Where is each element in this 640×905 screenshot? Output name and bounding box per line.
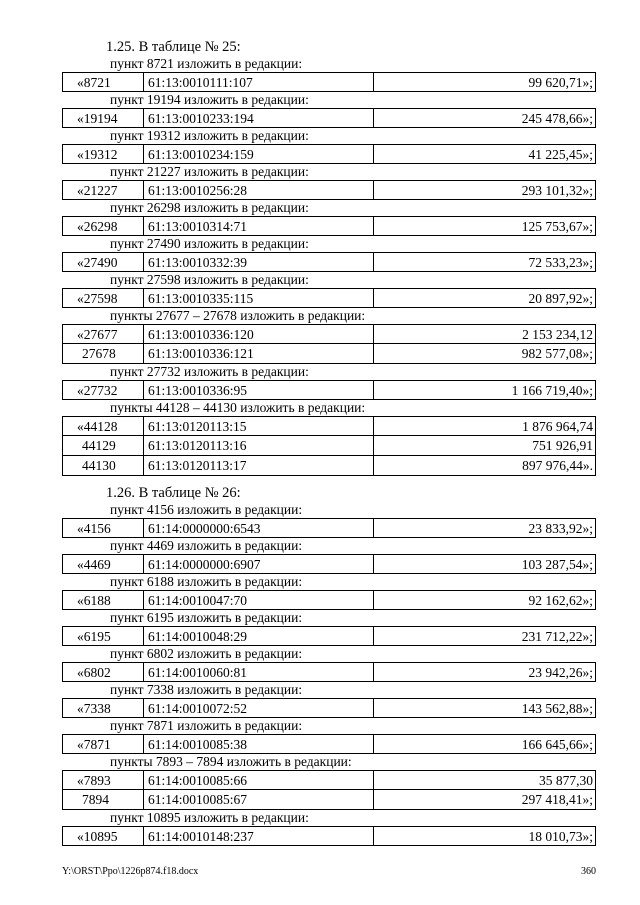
item-number-cell: 7894 [63,790,144,809]
section-heading: 1.26. В таблице № 26: [106,485,241,501]
table-row [62,456,596,476]
item-number-cell: «7871 [63,735,144,753]
amendment-instruction: пункт 7338 изложить в редакции: [110,682,303,697]
item-number-cell: «4156 [63,519,144,537]
table-row [62,380,596,400]
item-number-cell: «6195 [63,627,144,645]
cadastral-number-cell: 61:14:0010060:81 [144,663,374,681]
amendment-instruction: пункт 6188 изложить в редакции: [110,574,303,589]
cadastral-number-cell: 61:13:0010336:120 [144,325,374,343]
table-row [62,344,596,364]
value-cell: 143 562,88»; [521,701,593,716]
amendment-instruction: пункт 6802 изложить в редакции: [110,646,303,661]
amendment-instruction: пункты 27677 – 27678 изложить в редакции: [110,308,366,323]
item-number-cell: «7893 [63,771,144,789]
value-cell: 92 162,62»; [528,593,593,608]
table-row [62,436,596,456]
footer-file-path: Y:\ORST\Ppo\1226p874.f18.docx [62,866,199,877]
table-row [62,554,596,574]
value-cell: 72 533,23»; [528,255,593,270]
cadastral-number-cell: 61:13:0010335:115 [144,289,374,307]
cadastral-number-cell: 61:13:0120113:15 [144,417,374,435]
table-row [62,518,596,538]
value-cell: 982 577,08»; [521,346,593,361]
amendment-instruction: пункт 4156 изложить в редакции: [110,502,303,517]
value-cell: 18 010,73»; [528,829,593,844]
amendment-instruction: пункт 19312 изложить в редакции: [110,128,309,143]
value-cell: 166 645,66»; [521,737,593,752]
table-row [62,324,596,344]
footer-page-number: 360 [581,866,596,877]
cadastral-number-cell: 61:13:0010256:28 [144,181,374,199]
cadastral-number-cell: 61:14:0000000:6907 [144,555,374,573]
item-number-cell: «19312 [63,145,144,163]
cadastral-number-cell: 61:13:0010111:107 [144,73,374,91]
value-cell: 1 876 964,74 [522,419,593,434]
value-cell: 99 620,71»; [528,75,593,90]
amendment-instruction: пункт 27732 изложить в редакции: [110,364,309,379]
cadastral-number-cell: 61:14:0010048:29 [144,627,374,645]
table-row [62,590,596,610]
amendment-instruction: пункт 27598 изложить в редакции: [110,272,309,287]
table-row [62,252,596,272]
item-number-cell: «4469 [63,555,144,573]
cadastral-number-cell: 61:13:0120113:16 [144,436,374,455]
value-cell: 35 877,30 [539,773,593,788]
item-number-cell: «7338 [63,699,144,717]
cadastral-number-cell: 61:13:0010336:121 [144,344,374,363]
table-row [62,734,596,754]
amendment-instruction: пункт 21227 изложить в редакции: [110,164,309,179]
value-cell: 1 166 719,40»; [511,383,593,398]
section-table-25 [62,38,596,476]
table-row [62,626,596,646]
amendment-instruction: пункт 27490 изложить в редакции: [110,236,309,251]
cadastral-number-cell: 61:14:0010085:66 [144,771,374,789]
value-cell: 23 833,92»; [528,521,593,536]
table-row [62,108,596,128]
table-row [62,698,596,718]
table-row [62,662,596,682]
item-number-cell: «6188 [63,591,144,609]
table-row [62,144,596,164]
amendment-instruction: пункт 19194 изложить в редакции: [110,92,309,107]
table-row [62,72,596,92]
item-number-cell: 44130 [63,456,144,475]
item-number-cell: «19194 [63,109,144,127]
value-cell: 20 897,92»; [528,291,593,306]
item-number-cell: «6802 [63,663,144,681]
value-cell: 2 153 234,12 [522,327,593,342]
table-row [62,180,596,200]
cadastral-number-cell: 61:14:0010085:38 [144,735,374,753]
table-row [62,416,596,436]
cadastral-number-cell: 61:14:0010072:52 [144,699,374,717]
value-cell: 245 478,66»; [521,111,593,126]
table-row [62,216,596,236]
cadastral-number-cell: 61:13:0010314:71 [144,217,374,235]
cadastral-number-cell: 61:14:0010047:70 [144,591,374,609]
value-cell: 23 942,26»; [528,665,593,680]
amendment-instruction: пункт 26298 изложить в редакции: [110,200,309,215]
table-row [62,790,596,810]
item-number-cell: «27490 [63,253,144,271]
item-number-cell: «8721 [63,73,144,91]
item-number-cell: «27677 [63,325,144,343]
item-number-cell: «21227 [63,181,144,199]
item-number-cell: «27732 [63,381,144,399]
table-row [62,770,596,790]
table-row [62,288,596,308]
cadastral-number-cell: 61:14:0000000:6543 [144,519,374,537]
amendment-instruction: пункт 7871 изложить в редакции: [110,718,303,733]
value-cell: 125 753,67»; [521,219,593,234]
value-cell: 293 101,32»; [521,183,593,198]
cadastral-number-cell: 61:13:0010332:39 [144,253,374,271]
cadastral-number-cell: 61:14:0010085:67 [144,790,374,809]
amendment-instruction: пункт 8721 изложить в редакции: [110,56,303,71]
value-cell: 231 712,22»; [521,629,593,644]
cadastral-number-cell: 61:13:0010234:159 [144,145,374,163]
value-cell: 103 287,54»; [521,557,593,572]
section-heading: 1.25. В таблице № 25: [106,39,241,55]
cadastral-number-cell: 61:14:0010148:237 [144,827,374,845]
item-number-cell: «44128 [63,417,144,435]
cadastral-number-cell: 61:13:0120113:17 [144,456,374,475]
amendment-instruction: пункты 7893 – 7894 изложить в редакции: [110,754,352,769]
item-number-cell: 44129 [63,436,144,455]
cadastral-number-cell: 61:13:0010233:194 [144,109,374,127]
cadastral-number-cell: 61:13:0010336:95 [144,381,374,399]
value-cell: 751 926,91 [532,438,593,453]
item-number-cell: «27598 [63,289,144,307]
value-cell: 897 976,44». [522,458,593,473]
item-number-cell: «10895 [63,827,144,845]
amendment-instruction: пункт 6195 изложить в редакции: [110,610,303,625]
item-number-cell: 27678 [63,344,144,363]
table-row [62,826,596,846]
item-number-cell: «26298 [63,217,144,235]
amendment-instruction: пункты 44128 – 44130 изложить в редакции: [110,400,366,415]
amendment-instruction: пункт 4469 изложить в редакции: [110,538,303,553]
value-cell: 41 225,45»; [528,147,593,162]
amendment-instruction: пункт 10895 изложить в редакции: [110,810,309,825]
section-table-26 [62,484,596,846]
value-cell: 297 418,41»; [521,792,593,807]
